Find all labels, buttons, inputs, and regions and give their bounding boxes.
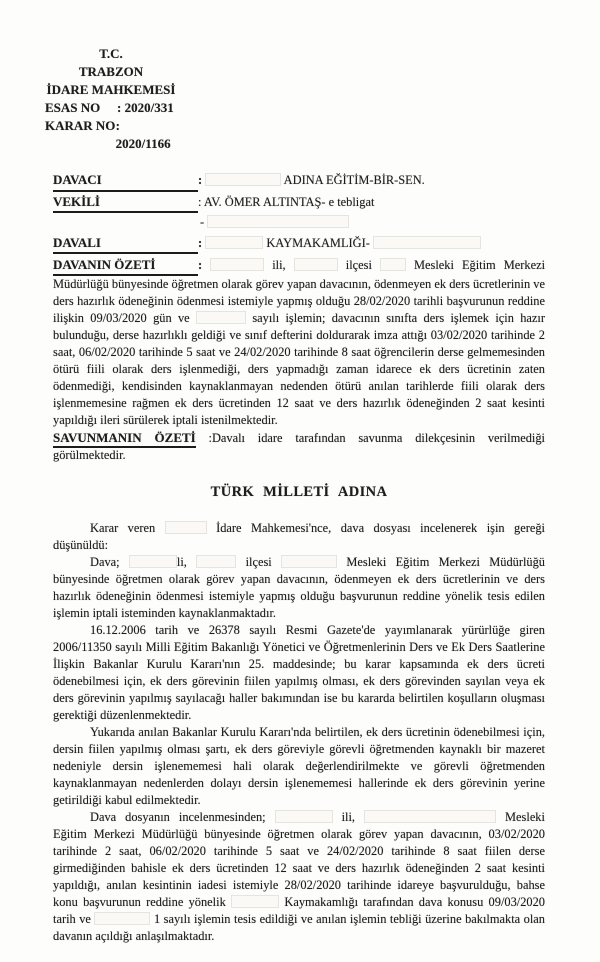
p2-text-d: Mesleki Eğitim Merkezi Müdürlüğü bünyesinde öğretmen olarak görev yapan davacının, ödenmeyen ek ders ücretlerinin ve ders hazırlık ödeneğinin ödenmesi istemiyle yapmış olduğu başvurunun reddine yönelik tesis edilen işlemin iptali isteminden kaynaklanmaktadır. [53,555,546,620]
p2-text-c: ilçesi [245,555,272,569]
karar-no-value: : 2020/1166 [115,118,171,151]
attorney-address-row [200,213,545,233]
redaction-box [196,555,236,568]
court-name: İDARE MAHKEMESİ [46,82,176,97]
esas-no-label: ESAS NO [45,100,101,115]
p5-text-e: 1 sayılı işlemin tesis edildiği ve anılan işlemin tebliği üzerine bakılmakta olan davanın açıldığı anlaşılmaktadır. [53,912,545,943]
in-the-name-of-turkish-nation-heading: TÜRK MİLLETİ ADINA [210,484,388,500]
case-summary-label: DAVANIN ÖZETİ [53,256,198,276]
redaction-box [373,236,481,249]
district-fragment: ilçesi [345,258,372,272]
esas-no-value: : 2020/331 [117,100,174,115]
redaction-box [207,215,349,228]
attorney-label: VEKİLİ [53,192,198,214]
redaction-box [281,555,337,568]
decision-paragraph-5 [53,809,545,945]
redaction-box [196,311,246,324]
p2-text-b: li, [176,555,187,569]
plaintiff-row [53,170,545,192]
case-summary-text-1: Mesleki Eğitim Merkezi Müdürlüğü bünyesinde öğretmen olarak görev yapan davacının, ödenmeyen ek ders ücretlerinin ve ders hazırlık ödeneğinin ödenmesi istemiyle yapmış olduğu 28/02/2020 tarihli başvurunun reddine ilişkin 09/03/2020 gün ve [53,258,546,325]
defendant-label: DAVALI [53,233,198,255]
redaction-box [205,173,281,186]
address-dash: - [200,215,205,229]
decision-paragraph-3 [53,622,545,724]
p5-text-d: Kaymakamlığı tarafından dava konusu 09/03/2020 tarih ve [53,895,546,926]
p1-text-a: Karar veren [90,521,156,535]
decision-paragraph-4 [53,724,545,809]
case-summary-paragraph [53,256,545,429]
defendant-value: KAYMAKAMLIĞI- [266,235,370,250]
defense-summary-text: :Davalı idare tarafından savunma dilekçesinin verilmediği görülmektedir. [53,431,545,462]
p3-text: 16.12.2006 tarih ve 26378 sayılı Resmi Gazete'de yayımlanarak yürürlüğe giren 2006/11350 sayılı Milli Eğitim Bakanlığı Yönetici ve Öğretmenlerinin Ders ve Ek Ders Saatlerine İlişkin Bakanlar Kurulu Kararı'nın 25. maddesinde; bu karar kapsamında ek ders ücreti ödenebilmesi için, ek ders görevinin fiilen yapılmış olması, ek ders görevinden sayılan veya ek ders görevinin yapılmış sayılacağı haller bakımından ise bu kararda belirtilen koşulların oluşması gerektiği düzenlenmektedir. [53,623,545,722]
redaction-box [231,895,279,908]
redaction-box [380,258,406,271]
p4-text: Yukarıda anılan Bakanlar Kurulu Kararı'nda belirtilen, ek ders ücretinin ödenebilmesi için, dersin fiilen yapılmış olması şartı, ek ders göreviyle görevli öğretmenden kaynaklı bir mazeret nedeniyle dersin işlenememesi hali olarak değerlendirilmekte ve görevli öğretmenden kaynaklanmayan nedenlerden dolayı dersin işlenememesi hallerinde ek ders görevinin yerine getirildiği kabul edilmektedir. [53,725,545,807]
decision-number-row [45,117,177,153]
redaction-box [364,810,496,823]
case-summary-colon: : [198,258,203,272]
p5-text-a: Dava dosyanın incelenmesinden; [90,810,266,824]
redaction-box [129,555,177,568]
defense-summary-paragraph [53,429,545,464]
decision-paragraph-2 [53,554,545,622]
case-number-row [45,99,177,117]
karar-no-label: KARAR NO [45,118,116,133]
redaction-box [294,258,338,271]
plaintiff-value: ADINA EĞİTİM-BİR-SEN. [283,173,425,187]
attorney-row [53,192,545,214]
province-fragment: ili, [272,258,286,272]
p2-text-a: Dava; [90,555,120,569]
redaction-box [165,521,207,534]
plaintiff-label: DAVACI [53,170,198,192]
decision-paragraph-1 [53,520,545,554]
redaction-box [94,912,150,925]
defendant-colon: : [198,235,203,250]
case-summary-text-2: sayılı işlemin; davacının sınıfta ders işlemek için hazır bulunduğu, derse hazırlıklı geldiği ve sınıf defterini doldurarak imza attığı 03/02/2020 tarihinde 2 saat, 06/02/2020 tarihinde 5 saat ve 24/02/2020 tarihinde 8 saat öğrencilerin derse gelmemesinden ötürü fiili olarak ders işlenmediği, ders yapmadığı zaman idarece ek ders ücretinin zaten ödenmediği, kendisinden kaynaklanmayan nedenden ötürü anılan tarihlerde fiili olarak ders işlenmemesine rağmen ek ders ücretinden 12 saat ve ders hazırlık ödeneğinden 2 saat kesinti yapıldığı ileri sürülerek iptali istenilmektedir. [53,311,545,427]
p5-text-b: ili, [341,810,356,824]
defense-summary-label: SAVUNMANIN ÖZETİ [53,430,196,448]
plaintiff-colon: : [198,173,203,187]
court-city: TRABZON [78,64,144,79]
redaction-box [210,258,264,271]
document-header [45,45,177,153]
p1-text-b: İdare Mahkemesi'nce, dava dosyası incelenerek işin gereği düşünüldü: [53,521,545,552]
p5-text-c: Mesleki Eğitim Merkezi Müdürlüğü bünyesinde öğretmen olarak görev yapan davacının, 03/02/2020 tarihinde 2 saat, 06/02/2020 tarihinde 5 saat ve 24/02/2020 tarihinde 8 saat fiilen derse girmediğinden bahisle ek ders ücretinden 12 saat ve ders hazırlık ödeneğinden 2 saat kesinti yapıldığı, anılan kesintinin iadesi istemiyle 28/02/2020 tarihinde idareye başvurulduğu, bahse konu başvurunun reddine yönelik [53,810,545,909]
redaction-box [205,236,263,249]
redaction-box [275,810,333,823]
attorney-value: : AV. ÖMER ALTINTAŞ- e tebligat [198,194,375,209]
defendant-row [53,233,545,255]
parties-section [53,170,545,254]
republic-label: T.C. [99,46,123,61]
